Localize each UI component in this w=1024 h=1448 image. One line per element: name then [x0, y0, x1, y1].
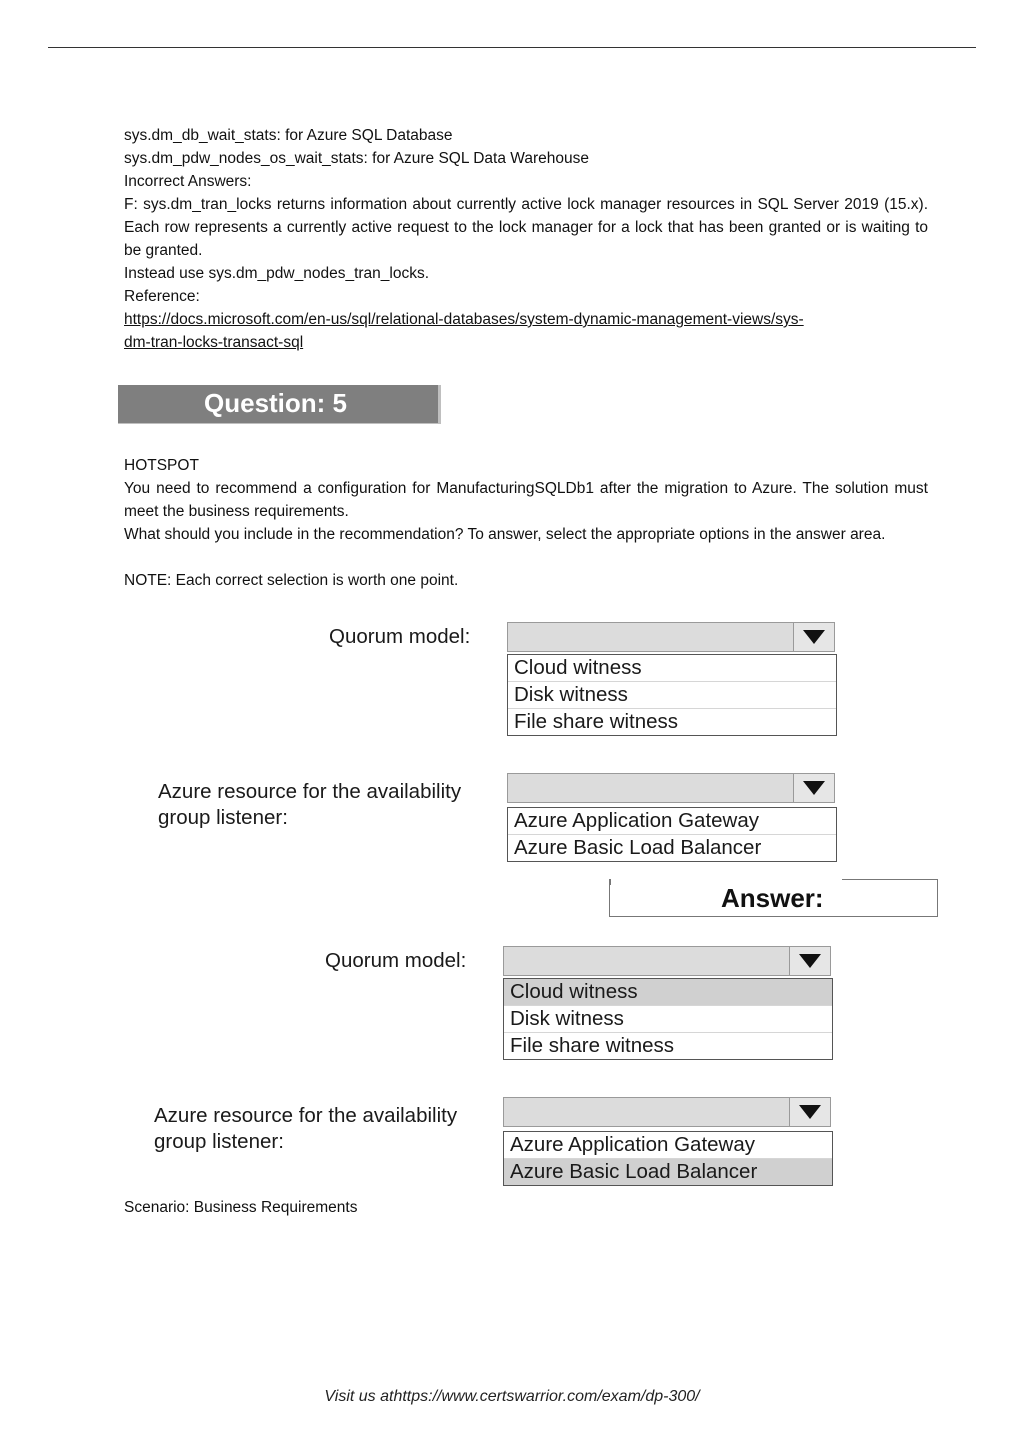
question-prompt-1: You need to recommend a configuration for ManufacturingSQLDb1 after the migration to Azure. The solution must meet the business requirements.	[124, 480, 928, 520]
reference-link[interactable]	[124, 308, 928, 354]
quorum-model-dropdown[interactable]	[507, 622, 835, 652]
reference-link-line-1[interactable]: https://docs.microsoft.com/en-us/sql/relational-databases/system-dynamic-management-views/sys-	[124, 311, 804, 328]
listener-dropdown[interactable]	[507, 773, 835, 803]
answer-quorum-model-dropdown[interactable]	[503, 946, 831, 976]
quorum-model-options	[507, 654, 837, 736]
answer-listener-dropdown[interactable]	[503, 1097, 831, 1127]
header-rule	[48, 47, 976, 48]
question-prompt-2: What should you include in the recommendation? To answer, select the appropriate options in the answer area.	[124, 526, 886, 543]
chevron-down-icon[interactable]	[789, 1098, 830, 1126]
option-cloud-witness[interactable]: Cloud witness	[508, 655, 836, 682]
listener-label-line-2: group listener:	[158, 806, 288, 829]
intro-line-1: sys.dm_db_wait_stats: for Azure SQL Database	[124, 127, 453, 144]
answer-listener-label-line-2: group listener:	[154, 1130, 284, 1153]
option-disk-witness[interactable]: Disk witness	[504, 1006, 832, 1033]
option-azure-application-gateway[interactable]: Azure Application Gateway	[508, 808, 836, 835]
chevron-down-icon[interactable]	[793, 774, 834, 802]
footer-link[interactable]: Visit us athttps://www.certswarrior.com/exam/dp-300/	[324, 1388, 700, 1405]
incorrect-answers-heading: Incorrect Answers:	[124, 173, 252, 190]
answer-box-edge	[842, 879, 938, 880]
option-file-share-witness[interactable]: File share witness	[514, 710, 679, 733]
explanation-paragraph: F: sys.dm_tran_locks returns information about currently active lock manager resources in SQL Server 2019 (15.x). Each row represents a currently active request to the lock manager for a lock that has been granted or is waiting to be granted.	[124, 196, 928, 259]
option-azure-basic-load-balancer-selected[interactable]: Azure Basic Load Balancer	[504, 1159, 832, 1185]
option-azure-basic-load-balancer[interactable]: Azure Basic Load Balancer	[514, 836, 762, 859]
chevron-down-icon[interactable]	[789, 947, 830, 975]
option-azure-application-gateway[interactable]: Azure Application Gateway	[504, 1132, 832, 1159]
question-banner	[118, 385, 441, 424]
answer-label: Answer:	[721, 883, 824, 913]
listener-label	[158, 779, 461, 831]
answer-listener-options	[503, 1131, 833, 1186]
instead-line: Instead use sys.dm_pdw_nodes_tran_locks.	[124, 265, 430, 282]
scenario-line: Scenario: Business Requirements	[124, 1199, 358, 1216]
answer-quorum-model-label: Quorum model:	[325, 949, 467, 972]
chevron-down-icon[interactable]	[793, 623, 834, 651]
question-title: Question: 5	[204, 388, 348, 418]
reference-label: Reference:	[124, 288, 200, 305]
answer-box-edge	[610, 879, 611, 885]
option-file-share-witness[interactable]: File share witness	[510, 1034, 675, 1057]
answer-box	[609, 879, 938, 917]
question-type: HOTSPOT	[124, 457, 199, 474]
option-cloud-witness-selected[interactable]: Cloud witness	[504, 979, 832, 1006]
option-disk-witness[interactable]: Disk witness	[508, 682, 836, 709]
question-note: NOTE: Each correct selection is worth one point.	[124, 572, 459, 589]
reference-link-line-2[interactable]: dm-tran-locks-transact-sql	[124, 334, 304, 351]
listener-label-line-1: Azure resource for the availability	[158, 780, 462, 803]
answer-listener-label-line-1: Azure resource for the availability	[154, 1104, 458, 1127]
intro-line-2: sys.dm_pdw_nodes_os_wait_stats: for Azure SQL Data Warehouse	[124, 150, 589, 167]
quorum-model-label: Quorum model:	[329, 625, 471, 648]
listener-options	[507, 807, 837, 862]
answer-quorum-model-options	[503, 978, 833, 1060]
answer-listener-label	[154, 1103, 457, 1155]
